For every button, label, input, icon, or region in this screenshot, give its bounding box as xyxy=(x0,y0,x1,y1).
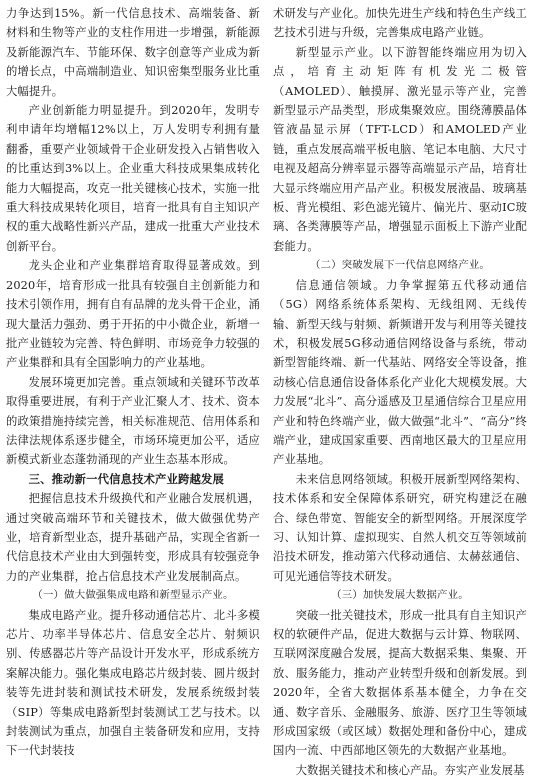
paragraph: 大数据关键技术和核心产品。夯实产业发展基 xyxy=(295,763,525,777)
subsection-heading: （一）做大做强集成电路和新型显示产业。 xyxy=(32,589,234,602)
subsection-heading: （二）突破发展下一代信息网络产业。 xyxy=(309,259,491,272)
paragraph: 新型显示产业。以下游智能终端应用为切入点，培育主动矩阵有机发光二极管（AMOLED）、触摸屏、激光显示等产业，完善新型显示产品类型，形成集聚效应。围绕薄膜晶体管液晶显示屏（TFT-LCD）和AMOLED产业链，重点发展高端平板电脑、笔记本电脑、大尺寸电视及超高分辨率显示器等高端显示产品，培育壮大显示终端应用产品产业。积极发展液晶、玻璃基板、背光模组、彩色滤光镜片、偏光片、驱动IC玻璃、各类薄膜等产品，增强显示面板上下游产业配套能力。 xyxy=(273,45,527,253)
section-heading: 三、推动新一代信息技术产业跨越发展 xyxy=(28,472,225,486)
paragraph: 集成电路产业。提升移动通信芯片、北斗多模芯片、功率半导体芯片、信息安全芯片、射频识别、传感器芯片等产品设计开发水平，形成系统方案解决能力。强化集成电路芯片级封装、圆片级封装等先进封装和测试技术研发，发展系统级封装（SIP）等集成电路新型封装测试工艺与技术。以封装测试为重点，加强自主装备研发和应用，支持下一代封装技 xyxy=(6,608,260,758)
paragraph: 发展环境更加完善。重点领域和关键环节改革取得重要进展，有利于产业汇聚人才、技术、资本的政策措施持续完善，相关标准规范、信用体系和法律法规体系逐步健全，市场环境更加公平，适应新模式新业态蓬勃涌现的产业生态基本形成。 xyxy=(6,375,260,467)
left-column xyxy=(6,4,260,761)
right-column xyxy=(273,4,527,780)
paragraph: 术研发与产业化。加快先进生产线和特色生产线工艺技术引进与升级，完善集成电路产业链。 xyxy=(273,7,527,40)
paragraph: 龙头企业和产业集群培育取得显著成效。到2020年，培育形成一批具有较强自主创新能力和技术引领作用，拥有自有品牌的龙头骨干企业，涌现大量活力强劲、勇于开拓的中小微企业，新增一批产业链较为完善、特色鲜明、市场竞争力较强的产业集群和具有全国影响力的产业基地。 xyxy=(6,259,260,370)
paragraph: 把握信息技术升级换代和产业融合发展机遇，通过突破高端环节和关键技术，做大做强优势产业，培育新型业态，提升基础产品，实现全省新一代信息技术产业由大到强转变，形成具有较强竞争力的产业集群，抢占信息技术产业发展制高点。 xyxy=(6,492,260,583)
paragraph: 信息通信领域。力争掌握第五代移动通信（5G）网络系统体系架构、无线组网、无线传输、新型天线与射频、新频谱开发与利用等关键技术，积极发展5G移动通信网络设备与系统，带动新型智能终端、新一代基站、网络安全等设备，推动核心信息通信设备体系化产业化大规模发展。大力发展“北斗”、高分遥感及卫星通信综合卫星应用产业和特色终端产业，做大做强“北斗”、“高分”终端产业，建成国家重要、西南地区最大的卫星应用产业基地。 xyxy=(273,278,527,467)
paragraph: 力争达到15%。新一代信息技术、高端装备、新材料和生物等产业的支柱作用进一步增强，新能源及新能源汽车、节能环保、数字创意等产业成为新的增长点，中高端制造业、知识密集型服务业比重大幅提升。 xyxy=(6,7,260,98)
subsection-heading: （三）加快发展大数据产业。 xyxy=(331,589,469,602)
paragraph: 突破一批关键技术，形成一批具有自主知识产权的软硬件产品，促进大数据与云计算、物联网、互联网深度融合发展，提高大数据采集、集聚、开放、服务能力，推动产业转型升级和创新发展。到2020年，全省大数据体系基本健全，力争在交通、数字音乐、金融服务、旅游、医疗卫生等领域形成国家级（或区域）数据处理和备份中心，建成国内一流、中西部地区领先的大数据产业基地。 xyxy=(273,608,527,758)
paragraph: 未来信息网络领域。积极开展新型网络架构、技术体系和安全保障体系研究，研究构建泛在融合、绿色带宽、智能安全的新型网络。开展深度学习、认知计算、虚拟现实、自然人机交互等领域前沿技术研发，推动第六代移动通信、太赫兹通信、可见光通信等技术研发。 xyxy=(273,472,527,583)
paragraph: 产业创新能力明显提升。到2020年，发明专利申请年均增幅12%以上，万人发明专利拥有量翻番，重要产业领域骨干企业研发投入占销售收入的比重达到3%以上。企业重大科技成果集成转化能力大幅提高，攻克一批关键核心技术，实施一批重大科技成果转化项目，培育一批具有自主知识产权的重大战略性新兴产品，建成一批重大产业技术创新平台。 xyxy=(6,104,260,253)
